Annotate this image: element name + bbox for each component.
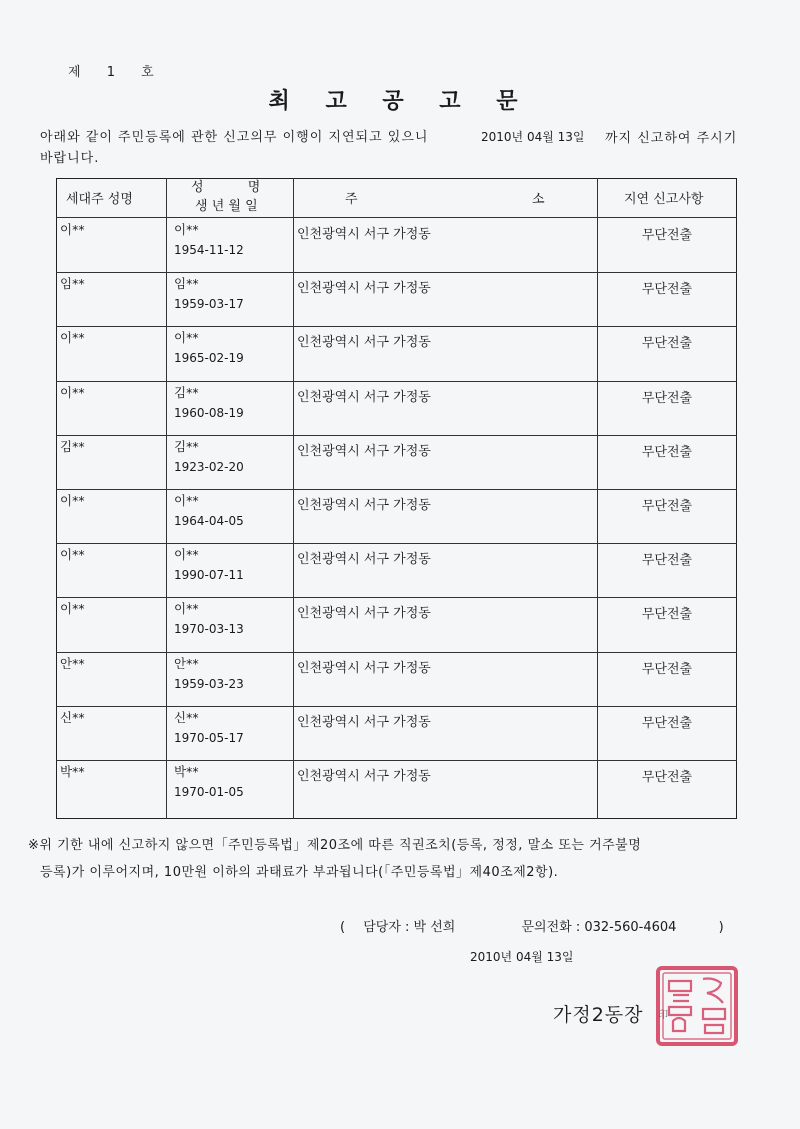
row-divider [56, 760, 737, 761]
birthdate-cell: 1990-07-11 [174, 568, 244, 582]
address-cell: 인천광역시 서구 가정동 [297, 281, 431, 296]
notice-number: 제 1 호 [68, 65, 154, 80]
address-cell: 인천광역시 서구 가정동 [297, 390, 431, 405]
row-divider [56, 706, 737, 707]
row-divider [56, 272, 737, 273]
status-cell: 무단전출 [641, 607, 693, 622]
row-divider [56, 597, 737, 598]
address-cell: 인천광역시 서구 가정동 [297, 715, 431, 730]
header-householder: 세대주 성명 [66, 192, 133, 207]
birthdate-cell: 1965-02-19 [174, 351, 244, 365]
address-cell: 인천광역시 서구 가정동 [297, 444, 431, 459]
header-name: 성 명 [191, 180, 261, 195]
status-cell: 무단전출 [641, 499, 693, 514]
birthdate-cell: 1954-11-12 [174, 243, 244, 257]
header-address-right: 소 [532, 192, 545, 207]
intro-text-line1: 아래와 같이 주민등록에 관한 신고의무 이행이 지연되고 있으니 [40, 130, 429, 145]
intro-deadline-date: 2010년 04월 13일 [481, 130, 585, 144]
row-divider [56, 489, 737, 490]
official-seal-stamp [655, 965, 739, 1047]
householder-name-cell: 이** [60, 222, 85, 237]
person-name-cell: 이** [174, 601, 199, 616]
delinquency-table [56, 178, 737, 819]
seal-mark-text: 印 [658, 1010, 668, 1021]
householder-name-cell: 이** [60, 601, 85, 616]
address-cell: 인천광역시 서구 가정동 [297, 227, 431, 242]
status-cell: 무단전출 [641, 228, 693, 243]
address-cell: 인천광역시 서구 가정동 [297, 661, 431, 676]
legal-note-line2: 등록)가 이루어지며, 10만원 이하의 과태료가 부과됩니다(「주민등록법」제40조제2항). [40, 865, 559, 880]
householder-name-cell: 이** [60, 547, 85, 562]
person-name-cell: 이** [174, 330, 199, 345]
header-birthdate: 생 년 월 일 [195, 199, 258, 214]
householder-name-cell: 이** [60, 330, 85, 345]
row-divider [56, 652, 737, 653]
contact-phone: 문의전화 : 032-560-4604 [521, 920, 677, 935]
birthdate-cell: 1964-04-05 [174, 514, 244, 528]
birthdate-cell: 1923-02-20 [174, 460, 244, 474]
householder-name-cell: 이** [60, 385, 85, 400]
status-cell: 무단전출 [641, 336, 693, 351]
column-divider [293, 178, 294, 819]
address-cell: 인천광역시 서구 가정동 [297, 335, 431, 350]
person-name-cell: 박** [174, 764, 199, 779]
contact-person: 담당자 : 박 선희 [363, 920, 456, 935]
status-cell: 무단전출 [641, 662, 693, 677]
status-cell: 무단전출 [641, 282, 693, 297]
intro-text-line2: 바랍니다. [40, 151, 100, 166]
person-name-cell: 김** [174, 439, 199, 454]
address-cell: 인천광역시 서구 가정동 [297, 769, 431, 784]
householder-name-cell: 김** [60, 439, 85, 454]
issuing-office: 가정2동장 [553, 1004, 644, 1026]
status-cell: 무단전출 [641, 770, 693, 785]
householder-name-cell: 신** [60, 710, 85, 725]
header-address-left: 주 [345, 192, 358, 207]
intro-text-line1-tail: 까지 신고하여 주시기 [605, 131, 738, 146]
contact-open-paren: ( [340, 920, 346, 935]
page-title: 최 고 공 고 문 [268, 89, 532, 114]
birthdate-cell: 1970-03-13 [174, 622, 244, 636]
person-name-cell: 신** [174, 710, 199, 725]
birthdate-cell: 1960-08-19 [174, 406, 244, 420]
householder-name-cell: 안** [60, 656, 85, 671]
row-divider [56, 435, 737, 436]
person-name-cell: 이** [174, 222, 199, 237]
address-cell: 인천광역시 서구 가정동 [297, 552, 431, 567]
birthdate-cell: 1959-03-23 [174, 677, 244, 691]
status-cell: 무단전출 [641, 445, 693, 460]
header-status: 지연 신고사항 [624, 192, 704, 207]
status-cell: 무단전출 [641, 716, 693, 731]
row-divider [56, 326, 737, 327]
column-divider [166, 178, 167, 819]
contact-info [340, 916, 730, 935]
status-cell: 무단전출 [641, 553, 693, 568]
birthdate-cell: 1970-05-17 [174, 731, 244, 745]
address-cell: 인천광역시 서구 가정동 [297, 606, 431, 621]
contact-close-paren: ) [718, 920, 724, 935]
birthdate-cell: 1970-01-05 [174, 785, 244, 799]
birthdate-cell: 1959-03-17 [174, 297, 244, 311]
header-divider [56, 217, 737, 218]
householder-name-cell: 임** [60, 276, 85, 291]
legal-note-line1: ※위 기한 내에 신고하지 않으면「주민등록법」제20조에 따른 직권조치(등록, 정정, 말소 또는 거주불명 [28, 838, 642, 853]
householder-name-cell: 박** [60, 764, 85, 779]
householder-name-cell: 이** [60, 493, 85, 508]
status-cell: 무단전출 [641, 391, 693, 406]
address-cell: 인천광역시 서구 가정동 [297, 498, 431, 513]
signature-date: 2010년 04월 13일 [470, 950, 574, 964]
person-name-cell: 이** [174, 493, 199, 508]
row-divider [56, 543, 737, 544]
person-name-cell: 이** [174, 547, 199, 562]
row-divider [56, 381, 737, 382]
person-name-cell: 안** [174, 656, 199, 671]
person-name-cell: 임** [174, 276, 199, 291]
person-name-cell: 김** [174, 385, 199, 400]
